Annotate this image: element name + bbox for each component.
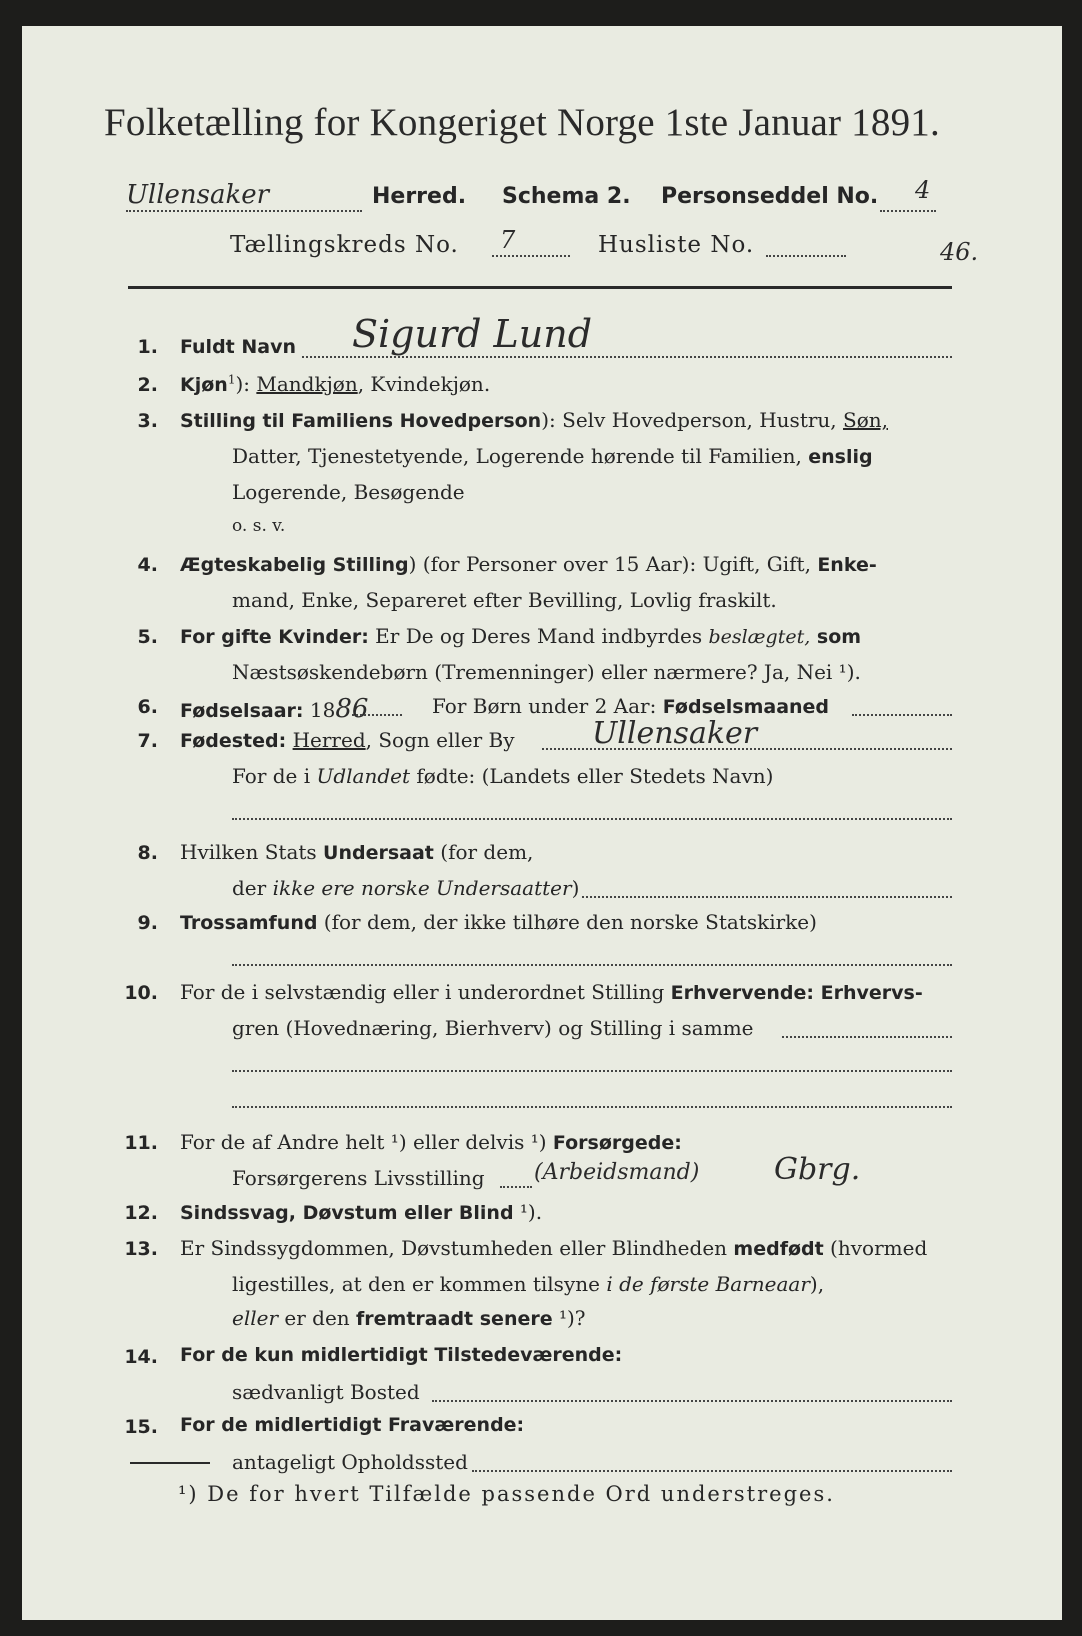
q6-number: 6. bbox=[137, 696, 158, 718]
q7-label: Fødested: bbox=[180, 730, 287, 752]
q4-enke: Enke- bbox=[817, 554, 877, 576]
q6-label2: Fødselsmaaned bbox=[662, 696, 830, 718]
q8-line1 bbox=[180, 840, 533, 864]
q5-som: som bbox=[810, 626, 862, 648]
personseddel-value: 4 bbox=[915, 176, 931, 204]
q10-dots-c bbox=[232, 1106, 952, 1108]
q3-option-son: Søn, bbox=[843, 408, 888, 432]
q6-line bbox=[180, 694, 368, 724]
q9-number: 9. bbox=[137, 912, 158, 934]
q15-label: For de midlertidigt Fraværende: bbox=[180, 1414, 525, 1436]
q13-number: 13. bbox=[124, 1238, 158, 1260]
q14-dots bbox=[432, 1400, 952, 1402]
q7-udlandet: Udlandet bbox=[316, 764, 411, 788]
q3-line2 bbox=[232, 444, 873, 468]
q12-label: Sindssvag, Døvstum eller Blind bbox=[180, 1202, 514, 1224]
taellingskreds-label: Tællingskreds No. bbox=[230, 232, 459, 258]
q7-text2b: fødte: (Landets eller Stedets Navn) bbox=[410, 764, 774, 788]
q7-text1: , Sogn eller By bbox=[365, 728, 515, 752]
q2-rest: , Kvindekjøn. bbox=[357, 372, 491, 396]
herred-label: Herred. bbox=[372, 184, 467, 209]
q5-line1 bbox=[180, 624, 861, 648]
q11-line1 bbox=[180, 1130, 682, 1154]
q8-text1b: (for dem, bbox=[433, 840, 534, 864]
q15-text: antageligt Opholdssted bbox=[232, 1450, 468, 1474]
q7-line2 bbox=[232, 764, 773, 788]
q7-text2a: For de i bbox=[232, 764, 317, 788]
q7-value: Ullensaker bbox=[592, 716, 758, 751]
personseddel-label: Personseddel No. bbox=[661, 184, 879, 209]
q8-text1a: Hvilken Stats bbox=[180, 840, 324, 864]
q6-dots-b bbox=[852, 714, 952, 716]
q13-text1b: (hvormed bbox=[823, 1236, 928, 1260]
q8-dots bbox=[582, 896, 952, 898]
q11-value2: Gbrg. bbox=[774, 1152, 861, 1187]
q4-text1: ) (for Personer over 15 Aar): Ugift, Gift, bbox=[408, 552, 818, 576]
q9-text: (for dem, der ikke tilhøre den norske Statskirke) bbox=[317, 910, 817, 934]
q8-line2: der ikke ere norske Undersaatter) bbox=[232, 876, 580, 900]
q3-line1 bbox=[180, 408, 888, 432]
q10-dots-a bbox=[782, 1036, 952, 1038]
q1-dots bbox=[302, 356, 952, 358]
q2-text bbox=[180, 372, 490, 396]
q13-line1 bbox=[180, 1236, 927, 1260]
q11-value: (Arbeidsmand) bbox=[534, 1160, 700, 1185]
footnote-rule bbox=[130, 1462, 210, 1464]
taellingskreds-dots bbox=[492, 255, 570, 257]
q3-number: 3. bbox=[137, 410, 158, 432]
q6-text: For Børn under 2 Aar: bbox=[432, 694, 663, 718]
personseddel-dots bbox=[880, 210, 936, 212]
q6-dots-a bbox=[352, 714, 402, 716]
q4-number: 4. bbox=[137, 554, 158, 576]
q7-option-herred: Herred bbox=[292, 728, 366, 752]
herred-line bbox=[126, 180, 269, 210]
q6-line-b bbox=[432, 694, 829, 718]
q14-number: 14. bbox=[124, 1346, 158, 1368]
q3-text1: ): Selv Hovedperson, Hustru, bbox=[541, 408, 844, 432]
q9-line bbox=[180, 910, 817, 934]
q8-text2a: der bbox=[232, 876, 273, 900]
q7-line1 bbox=[180, 728, 515, 752]
q9-dots bbox=[232, 964, 952, 966]
q12-number: 12. bbox=[124, 1202, 158, 1224]
q11-label: Forsørgede: bbox=[552, 1132, 682, 1154]
q5-label: For gifte Kvinder: bbox=[180, 626, 369, 648]
husliste-dots bbox=[766, 255, 846, 257]
schema-label: Schema 2. bbox=[502, 184, 631, 209]
q5-text1: Er De og Deres Mand indbyrdes bbox=[368, 624, 709, 648]
q15-number: 15. bbox=[124, 1416, 158, 1438]
herred-value: Ullensaker bbox=[126, 180, 270, 210]
q11-dots bbox=[500, 1186, 532, 1188]
q5-beslaegtet: beslægtet, bbox=[708, 626, 811, 648]
q13-text3c: fremtraadt senere bbox=[356, 1308, 553, 1330]
q2-sup: 1 bbox=[227, 372, 236, 387]
q12-line bbox=[180, 1200, 542, 1224]
q7-number: 7. bbox=[137, 730, 158, 752]
q13-text2c: ), bbox=[809, 1272, 825, 1296]
q6-label: Fødselsaar: bbox=[180, 700, 304, 722]
header-rule bbox=[128, 286, 952, 289]
q2-sep: ): bbox=[235, 372, 257, 396]
q3-enslig: enslig bbox=[808, 446, 873, 468]
q8-text2b: ikke ere norske Undersaatter bbox=[272, 876, 572, 900]
q7-dots-b bbox=[232, 818, 952, 820]
herred-dots bbox=[126, 210, 362, 212]
q15-dots bbox=[472, 1470, 952, 1472]
q3-label: Stilling til Familiens Hovedperson bbox=[180, 410, 542, 432]
taellingskreds-value: 7 bbox=[500, 226, 516, 254]
q4-line1 bbox=[180, 552, 877, 576]
q6-value: 86 bbox=[335, 694, 369, 724]
q4-line2: mand, Enke, Separeret efter Bevilling, Lovlig fraskilt. bbox=[232, 588, 777, 612]
husliste-value: 46. bbox=[940, 238, 979, 266]
q1-number: 1. bbox=[137, 336, 158, 358]
census-form-sheet bbox=[22, 26, 1062, 1620]
q11-text1: For de af Andre helt ¹) eller delvis ¹) bbox=[180, 1130, 553, 1154]
q12-tail: ¹). bbox=[519, 1200, 543, 1224]
q5-number: 5. bbox=[137, 626, 158, 648]
q10-dots-b bbox=[232, 1070, 952, 1072]
q10-label: Erhvervende: Erhvervs- bbox=[670, 982, 923, 1004]
q14-text: sædvanligt Bosted bbox=[232, 1380, 420, 1404]
q3-text2: Datter, Tjenestetyende, Logerende hørende til Familien, bbox=[232, 444, 809, 468]
q5-line2: Næstsøskendebørn (Tremenninger) eller nærmere? Ja, Nei ¹). bbox=[232, 660, 861, 684]
q10-number: 10. bbox=[124, 982, 158, 1004]
q13-text1: Er Sindssygdommen, Døvstumheden eller Blindheden bbox=[180, 1236, 734, 1260]
q8-number: 8. bbox=[137, 842, 158, 864]
q2-option-mandkjon: Mandkjøn bbox=[256, 372, 358, 396]
q13-text3b: er den bbox=[278, 1306, 357, 1330]
q11-number: 11. bbox=[124, 1132, 158, 1154]
q10-text1: For de i selvstændig eller i underordnet Stilling bbox=[180, 980, 671, 1004]
q8-label: Undersaat bbox=[323, 842, 434, 864]
q10-line2: gren (Hovednæring, Bierhverv) og Stilling i samme bbox=[232, 1016, 754, 1040]
q2-label: Kjøn bbox=[180, 374, 228, 396]
q1-value: Sigurd Lund bbox=[352, 312, 593, 356]
q13-line2 bbox=[232, 1272, 824, 1296]
q3-line4: o. s. v. bbox=[232, 516, 286, 536]
q9-label: Trossamfund bbox=[180, 912, 318, 934]
q13-text3d: ¹)? bbox=[552, 1306, 586, 1330]
q4-label: Ægteskabelig Stilling bbox=[180, 554, 409, 576]
q1-label: Fuldt Navn bbox=[180, 336, 297, 358]
q3-line3: Logerende, Besøgende bbox=[232, 480, 465, 504]
q13-text2a: ligestilles, at den er kommen tilsyne bbox=[232, 1272, 607, 1296]
q11-line2: Forsørgerens Livsstilling bbox=[232, 1166, 485, 1190]
q10-line1 bbox=[180, 980, 923, 1004]
q6-prefix: 18 bbox=[303, 698, 336, 722]
footnote: ¹) De for hvert Tilfælde passende Ord understreges. bbox=[178, 1482, 835, 1506]
q13-text2b: i de første Barneaar bbox=[606, 1272, 810, 1296]
form-title: Folketælling for Kongeriget Norge 1ste Januar 1891. bbox=[104, 101, 940, 144]
q14-label: For de kun midlertidigt Tilstedeværende: bbox=[180, 1344, 623, 1366]
husliste-label: Husliste No. bbox=[598, 232, 755, 258]
q13-line3 bbox=[232, 1306, 586, 1330]
q13-text3a: eller bbox=[232, 1306, 279, 1330]
q2-number: 2. bbox=[137, 374, 158, 396]
q13-label: medfødt bbox=[733, 1238, 824, 1260]
